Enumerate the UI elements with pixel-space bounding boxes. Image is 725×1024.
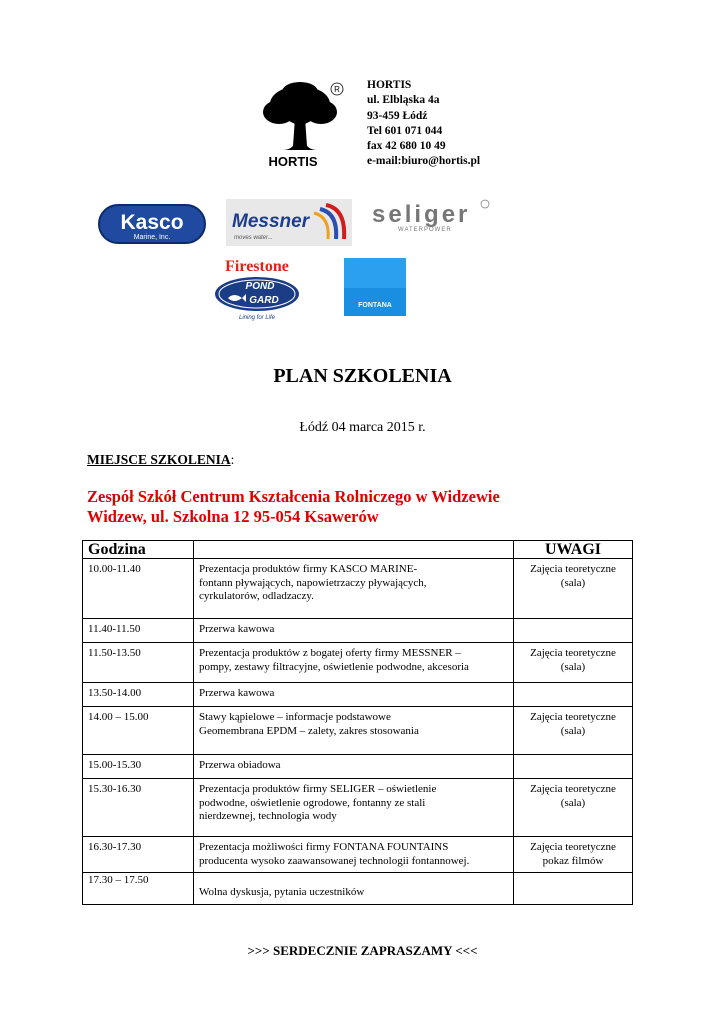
row-notes [514, 683, 633, 707]
svg-text:seliger: seliger [372, 201, 471, 228]
row-time: 13.50-14.00 [83, 683, 194, 707]
table-row [83, 559, 633, 619]
row-notes: Zajęcia teoretyczne (sala) [514, 707, 633, 755]
row-description: Przerwa kawowa [194, 619, 514, 643]
table-row [83, 755, 633, 779]
document-date: Łódź 04 marca 2015 r. [299, 420, 426, 435]
table-row [83, 873, 633, 904]
svg-text:Lining for Life: Lining for Life [238, 315, 276, 321]
svg-text:GARD: GARD [249, 295, 279, 306]
location-label: MIEJSCE SZKOLENIA [87, 452, 231, 467]
row-description: Prezentacja możliwości firmy FONTANA FOUNTAINS producenta wysoko zaawansowanej technologii fontannowej. [194, 837, 514, 873]
row-notes: Zajęcia teoretyczne (sala) [514, 643, 633, 683]
location-colon: : [230, 452, 235, 467]
firestone-pondgard-logo [200, 256, 315, 322]
svg-text:POND: POND [245, 281, 275, 292]
row-description: Prezentacja produktów z bogatej oferty firmy MESSNER – pompy, zestawy filtracyjne, oświetlenie podwodne, akcesoria [194, 643, 514, 683]
row-time: 16.30-17.30 [83, 837, 194, 873]
kasco-logo [98, 204, 206, 244]
row-notes [514, 873, 633, 904]
company-email: e-mail:biuro@hortis.pl [367, 155, 481, 168]
row-notes: Zajęcia teoretyczne (sala) [514, 779, 633, 837]
row-description: Prezentacja produktów firmy KASCO MARINE- fontann pływających, napowietrzaczy pływających, cyrkulatorów, odladzaczy. [194, 559, 514, 619]
hortis-logo-text: HORTIS [268, 154, 318, 169]
hortis-logo [255, 80, 345, 170]
row-notes: Zajęcia teoretyczne pokaz filmów [514, 837, 633, 873]
seliger-logo [370, 198, 492, 234]
table-row [83, 619, 633, 643]
company-city: 93-459 Łódź [367, 109, 428, 122]
venue-line-1: Zespół Szkół Centrum Kształcenia Rolniczego w Widzewie [87, 487, 500, 506]
document-title: PLAN SZKOLENIA [273, 365, 452, 387]
row-time: 11.40-11.50 [83, 619, 194, 643]
venue [87, 487, 500, 527]
svg-text:Marine, Inc.: Marine, Inc. [133, 234, 171, 241]
row-time: 14.00 – 15.00 [83, 707, 194, 755]
header-time: Godzina [83, 541, 194, 559]
footer-invitation: >>> SERDECZNIE ZAPRASZAMY <<< [247, 943, 478, 958]
venue-line-2: Widzew, ul. Szkolna 12 95-054 Ksawerów [87, 507, 379, 526]
company-info [367, 78, 480, 170]
company-street: ul. Elbląska 4a [367, 94, 440, 107]
table-header-row [83, 541, 633, 559]
row-time: 15.30-16.30 [83, 779, 194, 837]
row-description: Stawy kąpielowe – informacje podstawowe Geomembrana EPDM – zalety, zakres stosowania [194, 707, 514, 755]
table-row [83, 779, 633, 837]
svg-text:Kasco: Kasco [120, 211, 184, 234]
messner-logo [226, 199, 352, 246]
row-time: 11.50-13.50 [83, 643, 194, 683]
svg-text:Firestone: Firestone [225, 258, 289, 275]
svg-text:R: R [334, 85, 340, 94]
row-time: 15.00-15.30 [83, 755, 194, 779]
table-row [83, 643, 633, 683]
row-notes: Zajęcia teoretyczne (sala) [514, 559, 633, 619]
row-description: Przerwa kawowa [194, 683, 514, 707]
table-row [83, 837, 633, 873]
row-description: Wolna dyskusja, pytania uczestników [194, 873, 514, 904]
row-notes [514, 619, 633, 643]
location-heading [87, 452, 234, 468]
row-time: 17.30 – 17.50 [83, 873, 194, 904]
svg-text:Messner: Messner [232, 211, 310, 232]
svg-text:WATERPOWER: WATERPOWER [398, 227, 452, 233]
header-notes: UWAGI [514, 541, 633, 559]
svg-text:moves water...: moves water... [234, 235, 273, 241]
row-notes [514, 755, 633, 779]
company-phone: Tel 601 071 044 [367, 124, 443, 137]
header-description [194, 541, 514, 559]
svg-text:FONTANA: FONTANA [358, 302, 392, 309]
row-time: 10.00-11.40 [83, 559, 194, 619]
company-fax: fax 42 680 10 49 [367, 140, 446, 153]
row-description: Przerwa obiadowa [194, 755, 514, 779]
company-name: HORTIS [367, 79, 412, 91]
row-description: Prezentacja produktów firmy SELIGER – oświetlenie podwodne, oświetlenie ogrodowe, fontanny ze stali nierdzewnej, technologia wody [194, 779, 514, 837]
table-row [83, 683, 633, 707]
fontana-logo [344, 258, 406, 316]
table-row [83, 707, 633, 755]
schedule-table [82, 540, 633, 905]
